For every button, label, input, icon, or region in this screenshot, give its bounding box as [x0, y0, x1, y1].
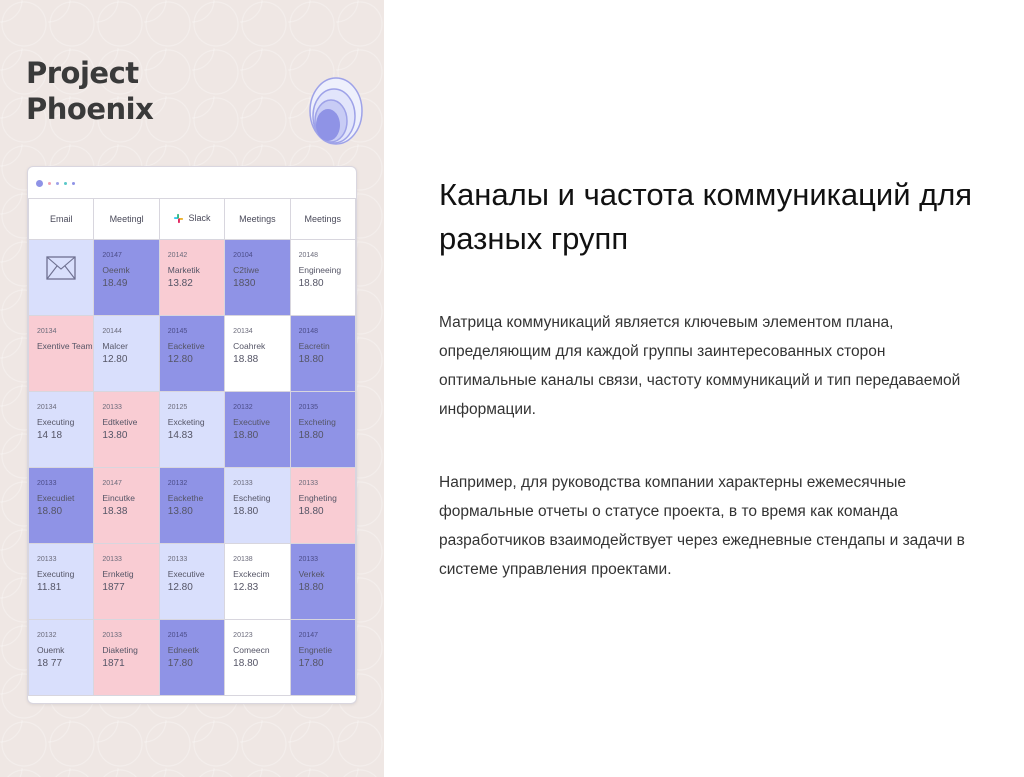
matrix-cell [290, 620, 355, 696]
cell-name: Oeemk [102, 265, 130, 275]
cell-code: 20132 [167, 480, 188, 487]
cell-value: 17.80 [167, 658, 193, 669]
matrix-cell [29, 316, 94, 392]
cell-value: 12.80 [167, 582, 193, 593]
cell-name: Executing [37, 417, 75, 427]
header-slack: Slack [159, 199, 224, 240]
cell-value: 18.80 [298, 278, 324, 289]
cell-name: Excketing [167, 417, 205, 427]
brand-title-line1: Project [26, 56, 139, 90]
cell-name: Eincutke [102, 493, 135, 503]
matrix-cell [29, 240, 94, 316]
cell-code: 20133 [102, 632, 122, 639]
cell-name: Eacretin [298, 341, 330, 351]
matrix-cell [225, 544, 290, 620]
matrix-row [29, 392, 356, 468]
cell-name: Exckecim [233, 569, 270, 579]
cell-name: Marketik [167, 265, 200, 275]
matrix-cell [29, 544, 94, 620]
cell-code: 20147 [102, 480, 122, 487]
cell-code: 20134 [233, 328, 253, 335]
cell-name: Engnetie [298, 645, 333, 655]
cover-image-panel [0, 0, 384, 777]
cell-name: Excheting [298, 417, 336, 427]
cell-code: 20133 [167, 556, 188, 563]
cell-value: 18.80 [298, 354, 324, 365]
cell-value: 18.80 [233, 658, 259, 669]
matrix-cell [225, 240, 290, 316]
cell-name: Malcer [102, 341, 128, 351]
cell-name: Comeecn [233, 645, 270, 655]
matrix-cell [94, 620, 159, 696]
cell-name: Executing [37, 569, 75, 579]
matrix-cell [290, 544, 355, 620]
cell-code: 20125 [167, 404, 188, 411]
matrix-cell [94, 316, 159, 392]
cell-name: Executive [233, 417, 271, 427]
cell-code: 20104 [233, 252, 253, 259]
cell-value: 1877 [102, 582, 125, 593]
slide-heading: Каналы и частота коммуникаций для разных групп [439, 177, 973, 256]
cell-value: 18.80 [298, 430, 324, 441]
cell-name: Coahrek [233, 341, 266, 351]
cell-code: 20142 [167, 252, 188, 259]
matrix-cell [225, 468, 290, 544]
brand-title-line2: Phoenix [26, 92, 154, 126]
cell-value: 18.49 [102, 278, 128, 289]
cell-value: 12.83 [233, 582, 259, 593]
window-controls [36, 180, 75, 187]
cell-value: 18.80 [233, 506, 259, 517]
brand-title [26, 55, 153, 127]
cell-value: 18.80 [298, 506, 324, 517]
cell-name: Ouemk [37, 645, 65, 655]
cell-code: 20138 [233, 556, 253, 563]
matrix-cell [94, 240, 159, 316]
cell-code: 20123 [233, 632, 253, 639]
matrix-row [29, 544, 356, 620]
cell-name: Escheting [233, 493, 271, 503]
cell-name: Execudiet [37, 493, 75, 503]
cell-name: Ernketig [102, 569, 134, 579]
communication-matrix-table [28, 198, 356, 696]
cell-code: 20133 [298, 556, 319, 563]
cell-name: Engheting [298, 493, 337, 503]
header-email: Email [29, 199, 94, 240]
cell-code: 20133 [37, 556, 57, 563]
cell-value: 12.80 [102, 354, 128, 365]
header-meetings-1: Meetingl [94, 199, 159, 240]
matrix-row [29, 316, 356, 392]
cell-code: 20133 [298, 480, 319, 487]
matrix-cell [94, 468, 159, 544]
cell-value: 18.88 [233, 354, 259, 365]
matrix-row [29, 240, 356, 316]
matrix-cell [29, 468, 94, 544]
matrix-cell [159, 468, 224, 544]
cell-code: 20148 [298, 328, 319, 335]
paragraph-matrix-description: Матрица коммуникаций является ключевым элементом плана, определяющим для каждой группы заинтересованных сторон оптимальные каналы связи, частоту коммуникаций и тип передаваемой информации. [439, 314, 961, 418]
matrix-cell [290, 468, 355, 544]
header-meetings-3: Meetings [290, 199, 355, 240]
cell-code: 20132 [233, 404, 253, 411]
cell-code: 20135 [298, 404, 319, 411]
cell-code: 20147 [298, 632, 319, 639]
matrix-window [27, 166, 357, 704]
cell-name: Verkek [298, 569, 325, 579]
cell-value: 13.80 [102, 430, 128, 441]
cell-value: 18.38 [102, 506, 128, 517]
cell-value: 1871 [102, 658, 125, 669]
cell-name: Exentive Team [37, 341, 93, 351]
cell-code: 20134 [37, 404, 57, 411]
matrix-cell [290, 392, 355, 468]
matrix-cell [29, 620, 94, 696]
cell-name: C2tiwe [233, 265, 260, 275]
cell-value: 14 18 [37, 430, 63, 441]
cell-value: 18.80 [298, 582, 324, 593]
cell-name: Eackethe [167, 493, 204, 503]
cell-value: 13.80 [167, 506, 193, 517]
cell-value: 18.80 [233, 430, 259, 441]
matrix-cell [159, 620, 224, 696]
matrix-cell [225, 316, 290, 392]
paragraph-example: Например, для руководства компании характерны ежемесячные формальные отчеты о статусе проекта, в то время как команда разработчиков взаимодействует через ежедневные стендапы и задачи в системе управления проектами. [439, 474, 965, 578]
cell-value: 11.81 [37, 582, 62, 593]
cell-name: Engineeing [298, 265, 342, 275]
header-meetings-2: Meetings [225, 199, 290, 240]
matrix-cell [290, 240, 355, 316]
matrix-cell [159, 316, 224, 392]
cell-value: 12.80 [167, 354, 193, 365]
cell-code: 20133 [102, 556, 122, 563]
cell-code: 20132 [37, 632, 57, 639]
slack-icon [173, 213, 184, 224]
cell-value: 18 77 [37, 658, 63, 669]
matrix-cell [29, 392, 94, 468]
cell-code: 20148 [298, 252, 319, 259]
matrix-cell [94, 544, 159, 620]
cell-code: 20147 [102, 252, 122, 259]
cell-code: 20134 [37, 328, 57, 335]
cell-value: 18.80 [37, 506, 63, 517]
cell-value: 14.83 [167, 430, 193, 441]
mail-icon [46, 256, 76, 280]
cell-name: Eacketive [167, 341, 205, 351]
cell-name: Edtketive [102, 417, 138, 427]
matrix-cell [225, 620, 290, 696]
matrix-cell [159, 544, 224, 620]
cell-code: 20133 [37, 480, 57, 487]
matrix-cell [94, 392, 159, 468]
cell-code: 20133 [233, 480, 253, 487]
cell-name: Edneetk [167, 645, 199, 655]
cell-code: 20145 [167, 328, 188, 335]
matrix-cell [225, 392, 290, 468]
cell-name: Executive [167, 569, 205, 579]
matrix-cell [159, 392, 224, 468]
matrix-row [29, 468, 356, 544]
cell-code: 20144 [102, 328, 122, 335]
cell-value: 17.80 [298, 658, 324, 669]
cell-name: Diaketing [102, 645, 138, 655]
phoenix-logo-icon [306, 76, 364, 146]
matrix-header-row [29, 199, 356, 240]
cell-value: 13.82 [167, 278, 193, 289]
cell-value: 1830 [233, 278, 256, 289]
cell-code: 20145 [167, 632, 188, 639]
matrix-row [29, 620, 356, 696]
matrix-cell [159, 240, 224, 316]
cell-code: 20133 [102, 404, 122, 411]
matrix-cell [290, 316, 355, 392]
